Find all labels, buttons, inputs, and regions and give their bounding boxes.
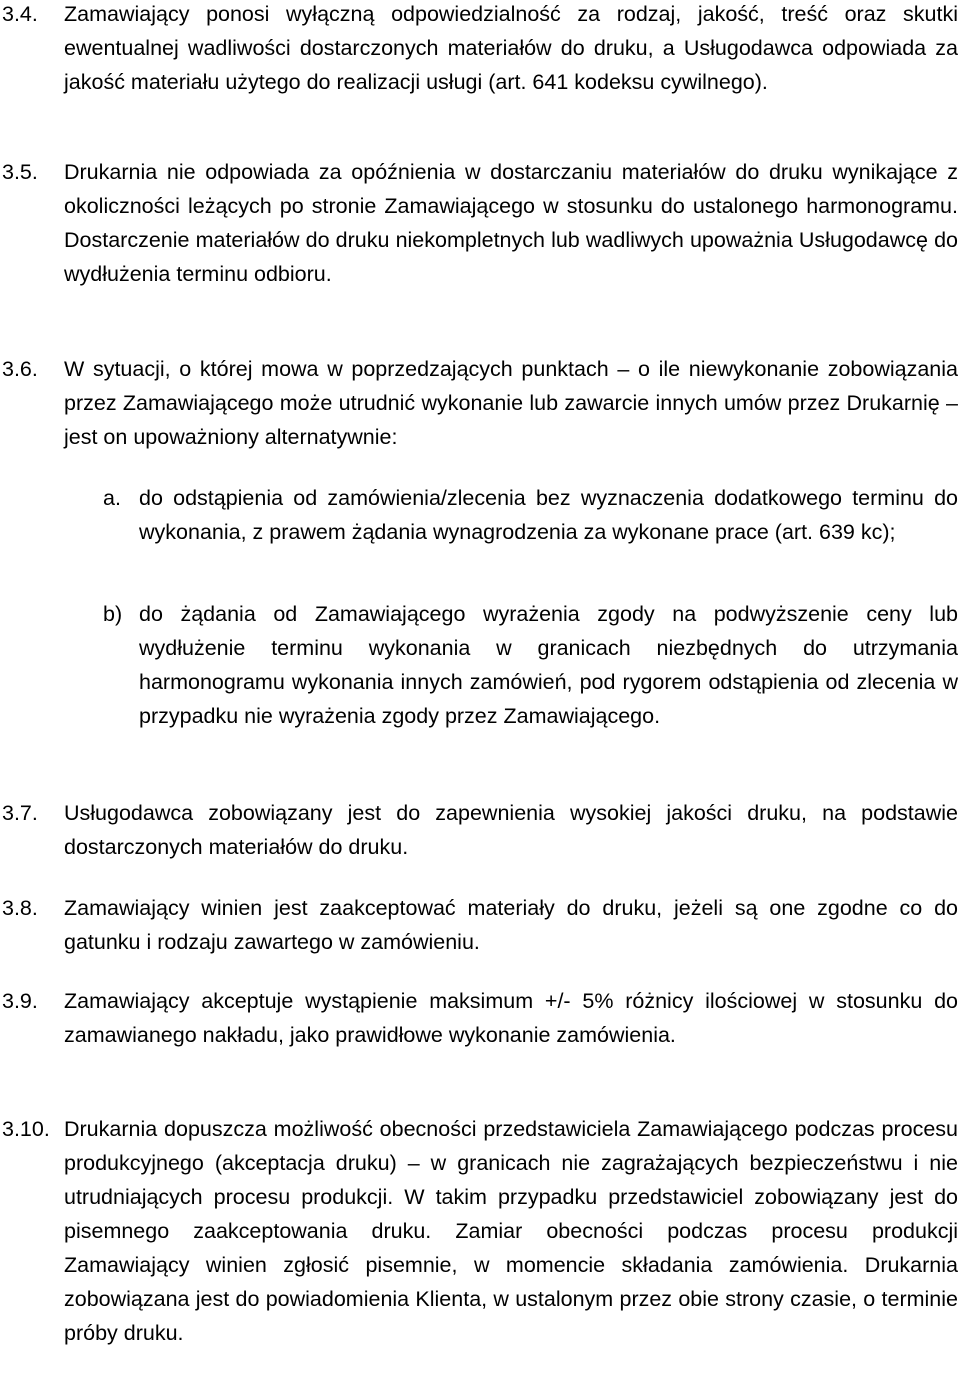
subitem-text: do odstąpienia od zamówienia/zlecenia bez wyznaczenia dodatkowego terminu do wykonania, z prawem żądania wynagrodzenia za wykonane prace (art. 639 kc); [139,486,958,544]
section-number: 3.6. [2,357,38,381]
section-text: Zamawiający ponosi wyłączną odpowiedzialność za rodzaj, jakość, treść oraz skutki ewentualnej wadliwości dostarczonych materiałów do druku, a Usługodawca odpowiada za jakość materiału użytego do realizacji usługi (art. 641 kodeksu cywilnego). [64,2,958,94]
section-3-6-subitem-b [0,597,958,733]
section-number: 3.5. [2,160,38,184]
section-3-8 [0,891,958,959]
section-text: Usługodawca zobowiązany jest do zapewnienia wysokiej jakości druku, na podstawie dostarczonych materiałów do druku. [64,801,958,859]
section-number: 3.8. [2,896,38,920]
section-number: 3.7. [2,801,38,825]
section-number: 3.10. [2,1117,50,1141]
section-text: Zamawiający winien jest zaakceptować materiały do druku, jeżeli są one zgodne co do gatunku i rodzaju zawartego w zamówieniu. [64,896,958,954]
section-number: 3.9. [2,989,38,1013]
section-3-6-subitem-a [0,481,958,549]
subitem-text: do żądania od Zamawiającego wyrażenia zgody na podwyższenie ceny lub wydłużenie terminu wykonania w granicach niezbędnych do utrzymania harmonogramu wykonania innych zamówień, pod rygorem odstąpienia od zlecenia w przypadku nie wyrażenia zgody przez Zamawiającego. [139,602,958,728]
section-text: Drukarnia dopuszcza możliwość obecności przedstawiciela Zamawiającego podczas procesu produkcyjnego (akceptacja druku) – w granicach nie zagrażających bezpieczeństwu i nie utrudniających procesu produkcji. W takim przypadku przedstawiciel zobowiązany jest do pisemnego zaakceptowania druku. Zamiar obecności podczas procesu produkcji Zamawiający winien zgłosić pisemnie, w momencie składania zamówienia. Drukarnia zobowiązana jest do powiadomienia Klienta, w ustalonym przez obie strony czasie, o terminie próby druku. [64,1117,958,1345]
section-text: Zamawiający akceptuje wystąpienie maksimum +/- 5% różnicy ilościowej w stosunku do zamawianego nakładu, jako prawidłowe wykonanie zamówienia. [64,989,958,1047]
section-3-5 [0,155,958,291]
section-3-9 [0,984,958,1052]
section-3-7 [0,796,958,864]
subitem-marker: b) [103,602,123,626]
section-3-10 [0,1112,958,1350]
section-3-6 [0,352,958,454]
section-3-4 [0,0,958,99]
subitem-marker: a. [103,486,121,510]
section-text: W sytuacji, o której mowa w poprzedzających punktach – o ile niewykonanie zobowiązania przez Zamawiającego może utrudnić wykonanie lub zawarcie innych umów przez Drukarnię – jest on upoważniony alternatywnie: [64,357,958,449]
section-number: 3.4. [2,2,38,26]
section-text: Drukarnia nie odpowiada za opóźnienia w dostarczaniu materiałów do druku wynikające z okoliczności leżących po stronie Zamawiającego w stosunku do ustalonego harmonogramu. Dostarczenie materiałów do druku niekompletnych lub wadliwych upoważnia Usługodawcę do wydłużenia terminu odbioru. [64,160,958,286]
